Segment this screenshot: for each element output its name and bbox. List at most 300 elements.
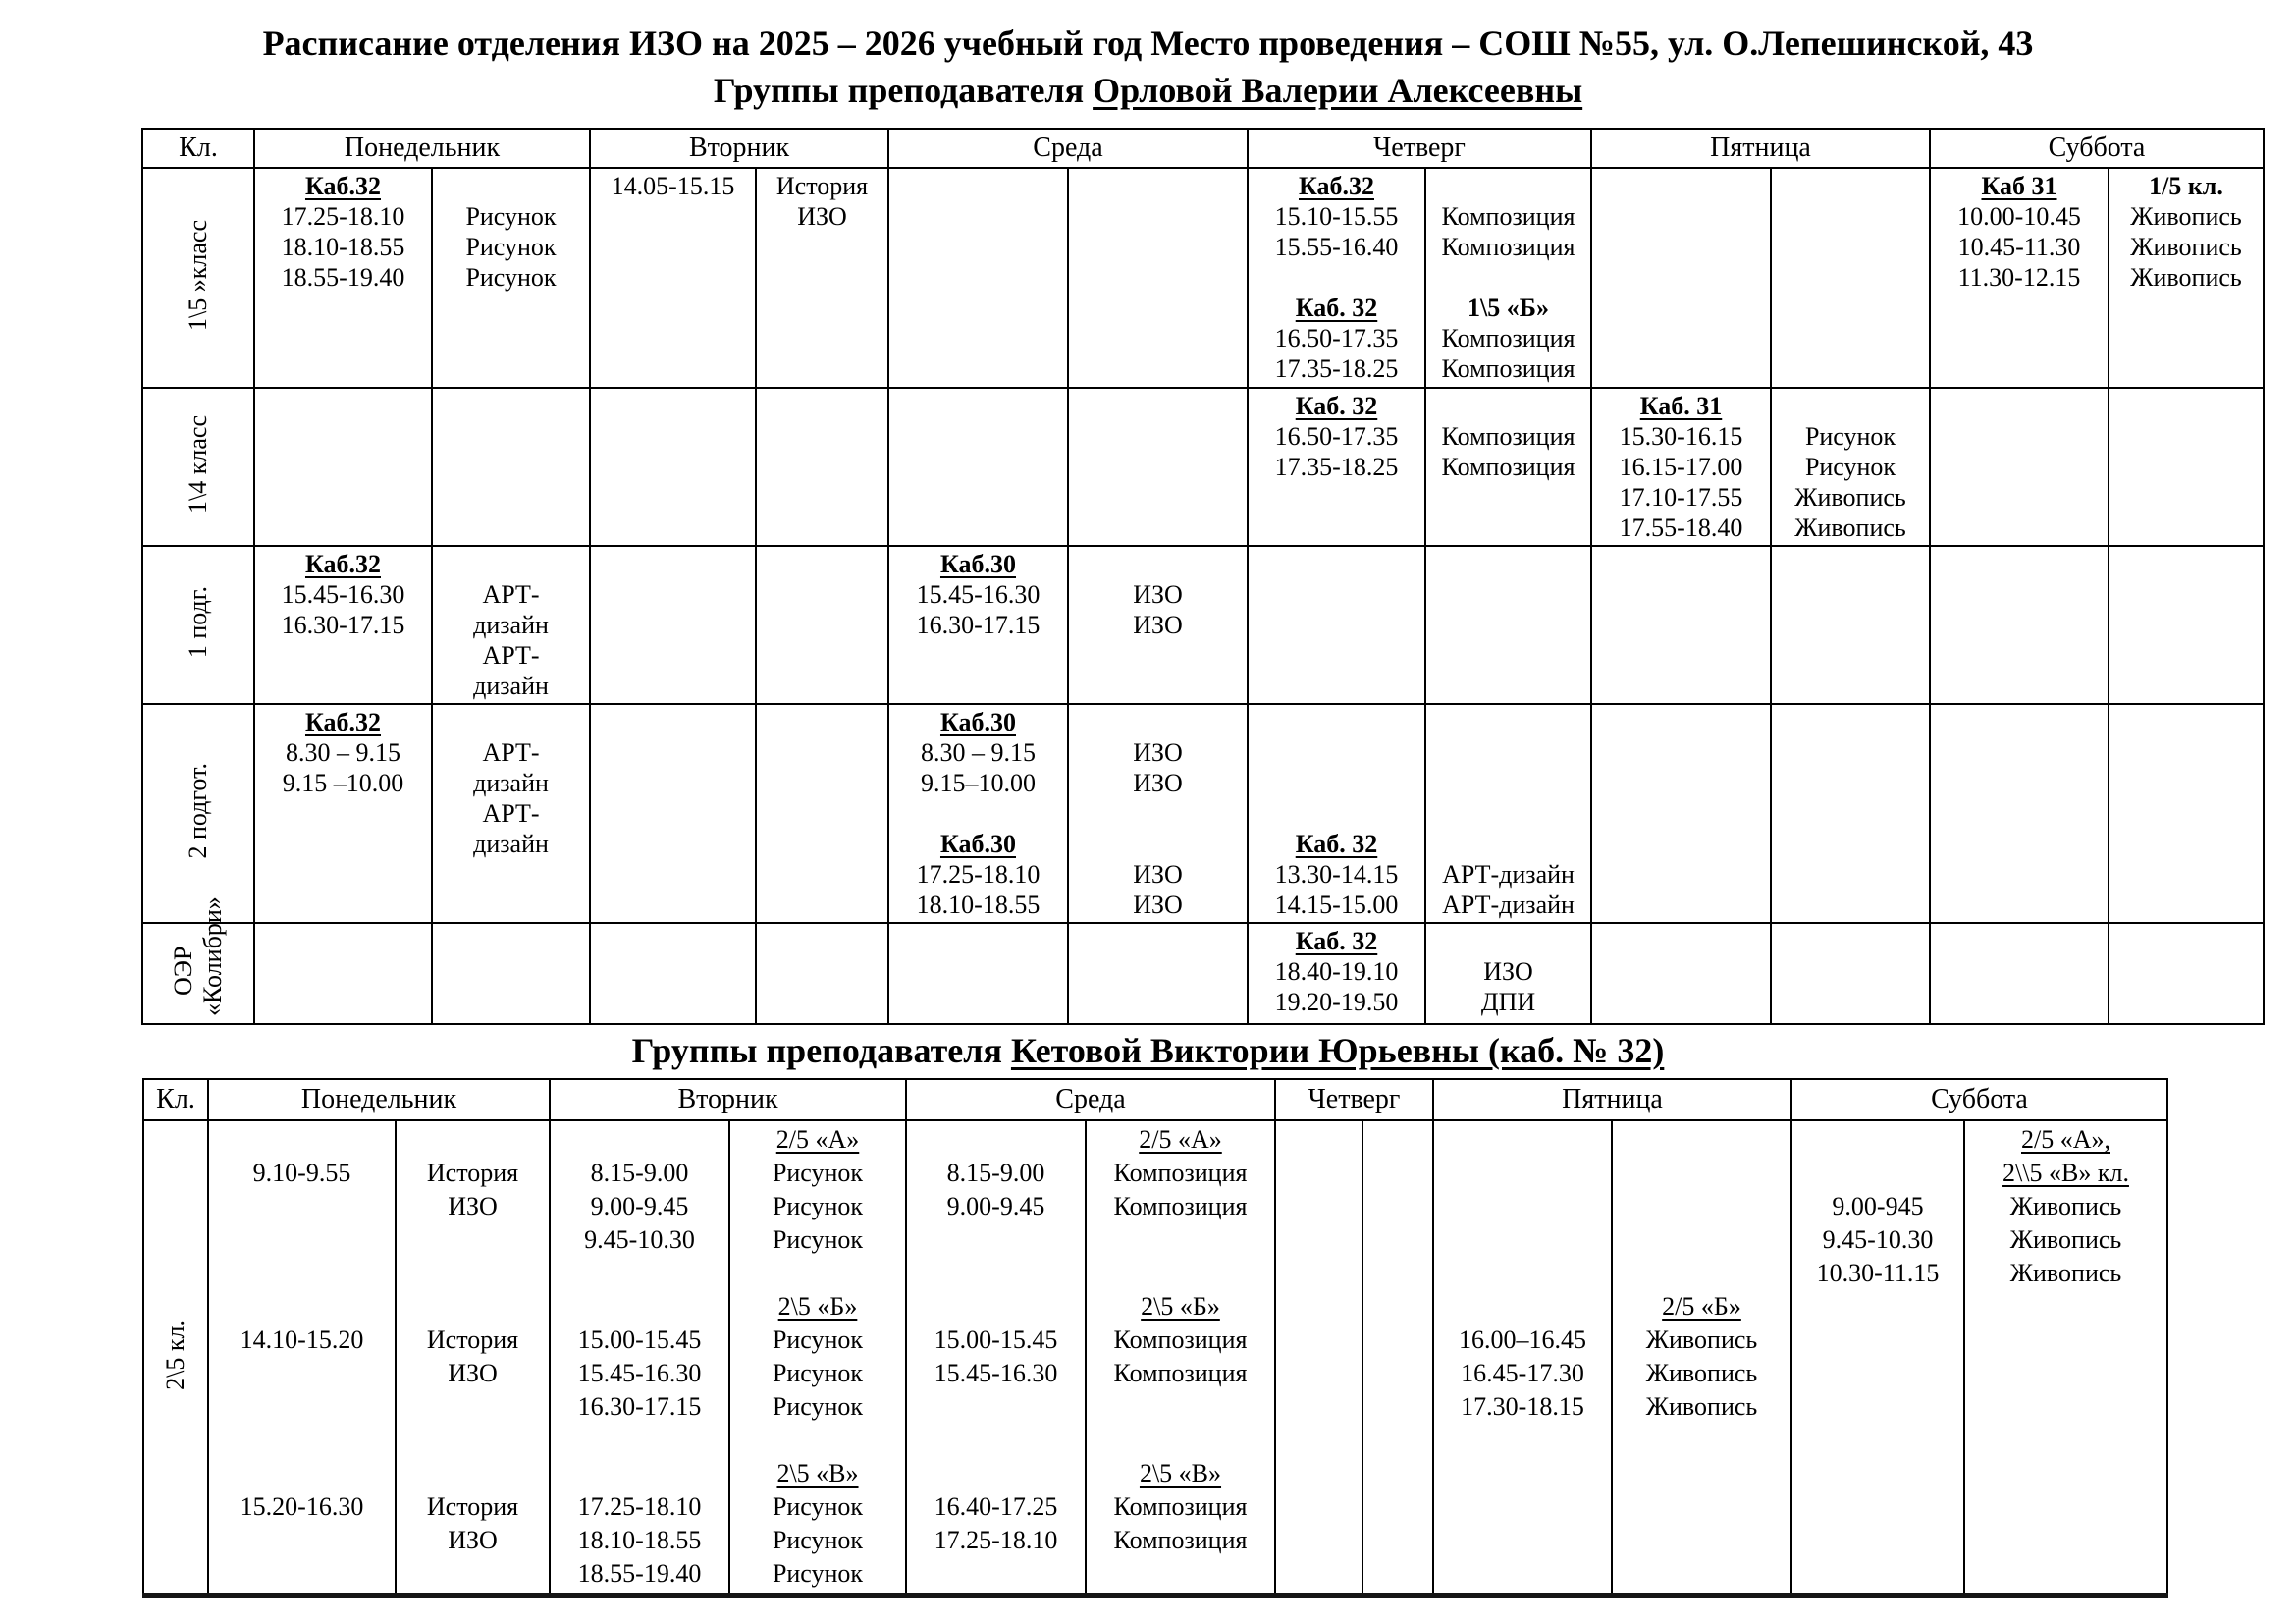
cell-line xyxy=(1436,1524,1609,1557)
cell-line: 9.45-10.30 xyxy=(1822,1225,1934,1254)
cell-line: Рисунок xyxy=(772,1492,864,1521)
cell-line: Рисунок xyxy=(465,263,557,292)
cell-line: 2/5 «Б» xyxy=(1662,1292,1741,1321)
cell-line: 8.30 – 9.15 xyxy=(921,738,1036,767)
cell-line xyxy=(1428,768,1588,798)
cell-line: 16.50-17.35 xyxy=(1274,422,1399,451)
day-header: Четверг xyxy=(1248,129,1591,168)
schedule-cell xyxy=(432,704,590,923)
cell-line: 15.00-15.45 xyxy=(934,1326,1058,1354)
schedule-cell xyxy=(1425,546,1591,704)
schedule-cell xyxy=(1771,168,1930,388)
cell-line xyxy=(553,1424,726,1457)
cell-line: Рисунок xyxy=(772,1159,864,1187)
cell-line: 10.00-10.45 xyxy=(1957,202,2081,231)
schedule-cell xyxy=(254,388,432,546)
cell-line xyxy=(1436,1257,1609,1290)
cell-line: Каб.30 xyxy=(939,830,1016,858)
cell-line: Композиция xyxy=(1113,1159,1248,1187)
cell-line: Каб. 32 xyxy=(1295,927,1378,955)
cell-line: Живопись xyxy=(2009,1259,2122,1287)
cell-line: 16.30-17.15 xyxy=(281,611,405,639)
cell-line: История xyxy=(426,1159,519,1187)
cell-line xyxy=(399,1290,547,1324)
cell-line: ДПИ xyxy=(1480,988,1536,1016)
class-label-cell xyxy=(142,896,254,1024)
cell-line: АРТ- xyxy=(482,799,540,828)
cell-line xyxy=(211,1357,393,1390)
cell-line: Рисунок xyxy=(772,1192,864,1220)
cell-line: 16.00–16.45 xyxy=(1459,1326,1586,1354)
cell-line: ИЗО xyxy=(1133,738,1183,767)
cell-line xyxy=(211,1390,393,1424)
day-header: Пятница xyxy=(1591,129,1930,168)
cell-line: ИЗО xyxy=(1483,957,1533,986)
cell-line: Рисунок xyxy=(1804,453,1896,481)
schedule-cell xyxy=(756,704,888,923)
schedule-cell xyxy=(1930,388,2109,546)
schedule-cell xyxy=(254,168,432,388)
cell-line: дизайн xyxy=(473,611,549,639)
cell-line: 16.30-17.15 xyxy=(916,611,1041,639)
cell-line xyxy=(553,1257,726,1290)
schedule-cell xyxy=(2109,546,2264,704)
cell-line xyxy=(211,1457,393,1490)
schedule-cell xyxy=(1068,168,1248,388)
cell-line: Каб. 32 xyxy=(1295,294,1378,322)
cell-line xyxy=(1967,1357,2164,1390)
cell-line xyxy=(1615,1424,1789,1457)
cell-line: Живопись xyxy=(1645,1392,1758,1421)
cell-line: АРТ-дизайн xyxy=(1442,891,1575,919)
schedule-cell xyxy=(590,923,756,1024)
class-label-cell xyxy=(142,388,254,546)
schedule-cell xyxy=(1771,388,1930,546)
cell-line xyxy=(553,1123,726,1157)
cell-line: 8.15-9.00 xyxy=(946,1159,1045,1187)
cell-line: дизайн xyxy=(473,830,549,858)
cell-line: 17.25-18.10 xyxy=(577,1492,702,1521)
cell-line xyxy=(909,1223,1083,1257)
cell-line: ИЗО xyxy=(797,202,847,231)
cell-line xyxy=(1967,1424,2164,1457)
cell-line xyxy=(909,1557,1083,1591)
cell-line: 16.30-17.15 xyxy=(577,1392,702,1421)
schedule-cell xyxy=(1068,704,1248,923)
cell-line: 9.15 –10.00 xyxy=(282,769,404,797)
cell-line: Композиция xyxy=(1441,324,1575,352)
schedule-cell xyxy=(1068,388,1248,546)
cell-line: 2/5 «А», xyxy=(2021,1125,2110,1154)
schedule-cell xyxy=(888,546,1068,704)
cell-line: Композиция xyxy=(1441,202,1575,231)
cell-line: Композиция xyxy=(1441,453,1575,481)
cell-line: 15.20-16.30 xyxy=(240,1492,364,1521)
cell-line: Композиция xyxy=(1113,1359,1248,1387)
teacher2-name: Кетовой Виктории Юрьевны (каб. № 32) xyxy=(1010,1031,1665,1070)
cell-line xyxy=(909,1257,1083,1290)
schedule-cell xyxy=(2109,388,2264,546)
cell-line: 17.25-18.10 xyxy=(916,860,1041,889)
class-label: 2 подгот. xyxy=(184,763,212,859)
cell-line xyxy=(1251,737,1422,768)
cell-line: Рисунок xyxy=(772,1225,864,1254)
schedule-cell xyxy=(254,704,432,923)
schedule-row xyxy=(142,704,2264,923)
cell-line xyxy=(1251,707,1422,737)
schedule-cell xyxy=(1591,546,1771,704)
cell-line xyxy=(1428,829,1588,859)
cell-line xyxy=(1615,1190,1789,1223)
cell-line: История xyxy=(426,1492,519,1521)
schedule-cell xyxy=(590,704,756,923)
cell-line xyxy=(1089,1557,1272,1591)
cell-line xyxy=(1428,926,1588,956)
cell-line xyxy=(1774,391,1927,421)
cell-line: Каб.32 xyxy=(1298,172,1374,200)
cell-line xyxy=(1436,1557,1609,1591)
cell-line xyxy=(1428,737,1588,768)
cell-line: 15.45-16.30 xyxy=(577,1359,702,1387)
cell-line: 16.15-17.00 xyxy=(1619,453,1743,481)
cell-line xyxy=(1436,1424,1609,1457)
schedule-cell xyxy=(1771,704,1930,923)
schedule-cell xyxy=(1791,1120,1964,1596)
schedule-cell xyxy=(590,546,756,704)
cell-line: 9.10-9.55 xyxy=(252,1159,351,1187)
cell-line xyxy=(399,1557,547,1591)
orlova-schedule-table xyxy=(141,128,2265,1025)
cell-line: ИЗО xyxy=(1133,580,1183,609)
cell-line xyxy=(1967,1524,2164,1557)
schedule-cell xyxy=(756,388,888,546)
cell-line xyxy=(211,1190,393,1223)
schedule-cell xyxy=(888,388,1068,546)
cell-line: История xyxy=(775,172,869,200)
schedule-cell xyxy=(1086,1120,1275,1596)
cell-line xyxy=(211,1557,393,1591)
cell-line: Рисунок xyxy=(465,233,557,261)
cell-line: 2\5 «Б» xyxy=(777,1292,858,1321)
schedule-cell xyxy=(1771,546,1930,704)
schedule-cell xyxy=(756,546,888,704)
cell-line: Каб. 32 xyxy=(1295,392,1378,420)
cell-line xyxy=(399,1223,547,1257)
schedule-cell xyxy=(888,923,1068,1024)
cell-line xyxy=(1251,262,1422,293)
cell-line xyxy=(1436,1290,1609,1324)
cell-line: История xyxy=(426,1326,519,1354)
cell-line xyxy=(1794,1357,1961,1390)
cell-line: 17.25-18.10 xyxy=(281,202,405,231)
cell-line: Живопись xyxy=(1794,483,1906,512)
cell-line xyxy=(1794,1123,1961,1157)
cell-line: 15.00-15.45 xyxy=(577,1326,702,1354)
cell-line: Композиция xyxy=(1113,1526,1248,1554)
day-header: Понедельник xyxy=(254,129,590,168)
cell-line: Рисунок xyxy=(1804,422,1896,451)
schedule-row xyxy=(142,168,2264,388)
class-label: 2\5 кл. xyxy=(161,1319,189,1390)
cell-line xyxy=(553,1457,726,1490)
cell-line: 18.55-19.40 xyxy=(577,1559,702,1588)
schedule-cell xyxy=(756,923,888,1024)
cell-line: 18.55-19.40 xyxy=(281,263,405,292)
schedule-cell xyxy=(1068,923,1248,1024)
day-header: Среда xyxy=(906,1079,1275,1120)
schedule-cell xyxy=(1248,388,1425,546)
cell-line xyxy=(1794,1424,1961,1457)
cell-line xyxy=(1071,549,1245,579)
schedule-cell xyxy=(1930,546,2109,704)
cell-line: 16.40-17.25 xyxy=(934,1492,1058,1521)
teacher2-title-prefix: Группы преподавателя xyxy=(631,1031,1011,1070)
cell-line xyxy=(399,1257,547,1290)
cell-line xyxy=(399,1123,547,1157)
schedule-cell xyxy=(2109,923,2264,1024)
cell-line: 1\5 «Б» xyxy=(1468,294,1549,322)
cell-line xyxy=(399,1457,547,1490)
schedule-cell xyxy=(590,388,756,546)
cell-line xyxy=(1615,1157,1789,1190)
cell-line: 2\5 «Б» xyxy=(1141,1292,1220,1321)
cell-line xyxy=(1615,1257,1789,1290)
class-column-header: Кл. xyxy=(142,129,254,168)
cell-line: 18.10-18.55 xyxy=(916,891,1041,919)
cell-line: ИЗО xyxy=(1133,611,1183,639)
schedule-cell xyxy=(1275,1120,1362,1596)
schedule-cell xyxy=(1591,704,1771,923)
cell-line xyxy=(1615,1223,1789,1257)
schedule-row xyxy=(142,546,2264,704)
cell-line xyxy=(1794,1157,1961,1190)
schedule-cell xyxy=(432,923,590,1024)
cell-line xyxy=(1089,1424,1272,1457)
schedule-cell xyxy=(1248,923,1425,1024)
cell-line: АРТ- xyxy=(482,641,540,670)
cell-line: Каб. 32 xyxy=(1295,830,1378,858)
cell-line: 16.45-17.30 xyxy=(1461,1359,1584,1387)
cell-line xyxy=(1615,1490,1789,1524)
cell-line xyxy=(1615,1557,1789,1591)
schedule-cell xyxy=(208,1120,396,1596)
cell-line: Композиция xyxy=(1113,1492,1248,1521)
cell-line: Живопись xyxy=(2130,202,2242,231)
schedule-cell xyxy=(432,388,590,546)
cell-line xyxy=(1428,707,1588,737)
day-header: Вторник xyxy=(550,1079,906,1120)
cell-line: 8.30 – 9.15 xyxy=(286,738,400,767)
cell-line xyxy=(1436,1157,1609,1190)
class-label: ОЭР «Колибри» xyxy=(169,896,227,1016)
cell-line: Каб.30 xyxy=(939,550,1016,578)
schedule-cell xyxy=(729,1120,906,1596)
cell-line: ИЗО xyxy=(1133,891,1183,919)
cell-line: ИЗО xyxy=(1133,769,1183,797)
schedule-cell xyxy=(906,1120,1086,1596)
cell-line xyxy=(1436,1457,1609,1490)
cell-line xyxy=(1251,768,1422,798)
cell-line xyxy=(891,798,1065,829)
cell-line xyxy=(909,1390,1083,1424)
cell-line: Рисунок xyxy=(772,1392,864,1421)
schedule-cell xyxy=(1425,388,1591,546)
cell-line xyxy=(1794,1490,1961,1524)
cell-line xyxy=(732,1257,903,1290)
cell-line xyxy=(1794,1457,1961,1490)
cell-line: Живопись xyxy=(2009,1192,2122,1220)
schedule-row xyxy=(143,1120,2167,1596)
cell-line: Рисунок xyxy=(772,1559,864,1588)
schedule-cell xyxy=(1591,388,1771,546)
schedule-cell xyxy=(590,168,756,388)
class-label-cell xyxy=(142,704,254,923)
cell-line: 9.00-9.45 xyxy=(590,1192,689,1220)
cell-line: 15.45-16.30 xyxy=(934,1359,1058,1387)
cell-line xyxy=(1794,1290,1961,1324)
schedule-cell xyxy=(888,168,1068,388)
cell-line xyxy=(1794,1524,1961,1557)
class-label-cell xyxy=(142,168,254,388)
cell-line: 10.45-11.30 xyxy=(1957,233,2081,261)
schedule-cell xyxy=(1964,1120,2167,1596)
cell-line: Каб. 31 xyxy=(1639,392,1723,420)
schedule-cell xyxy=(756,168,888,388)
schedule-cell xyxy=(888,704,1068,923)
cell-line: 17.55-18.40 xyxy=(1619,514,1743,542)
cell-line: 17.35-18.25 xyxy=(1274,453,1399,481)
table2-header-row xyxy=(143,1079,2167,1120)
cell-line xyxy=(1615,1524,1789,1557)
cell-line: Композиция xyxy=(1441,354,1575,383)
class-label: 1\5 »класс xyxy=(184,220,212,331)
cell-line: 17.30-18.15 xyxy=(1461,1392,1584,1421)
cell-line xyxy=(1794,1390,1961,1424)
cell-line xyxy=(909,1123,1083,1157)
schedule-cell xyxy=(1591,923,1771,1024)
cell-line: дизайн xyxy=(473,672,549,700)
cell-line: 2\\5 «В» кл. xyxy=(2002,1159,2129,1187)
day-header: Четверг xyxy=(1275,1079,1433,1120)
cell-line: 2\5 «В» xyxy=(776,1459,859,1488)
cell-line xyxy=(1967,1557,2164,1591)
cell-line: Живопись xyxy=(1794,514,1906,542)
cell-line xyxy=(1071,707,1245,737)
cell-line: Каб.30 xyxy=(939,708,1016,736)
cell-line: Каб 31 xyxy=(1981,172,2057,200)
cell-line: Каб.32 xyxy=(304,708,381,736)
cell-line: 15.45-16.30 xyxy=(916,580,1041,609)
cell-line xyxy=(211,1257,393,1290)
cell-line: Живопись xyxy=(1645,1359,1758,1387)
class-label: 1 подг. xyxy=(184,586,212,659)
schedule-cell xyxy=(1425,923,1591,1024)
cell-line: Композиция xyxy=(1113,1192,1248,1220)
schedule-cell xyxy=(2109,704,2264,923)
cell-line xyxy=(435,171,587,201)
cell-line xyxy=(1251,798,1422,829)
cell-line: АРТ-дизайн xyxy=(1442,860,1575,889)
cell-line xyxy=(1428,391,1588,421)
schedule-cell xyxy=(1248,704,1425,923)
cell-line xyxy=(211,1223,393,1257)
cell-line xyxy=(909,1424,1083,1457)
cell-line xyxy=(1967,1457,2164,1490)
cell-line: 13.30-14.15 xyxy=(1274,860,1399,889)
cell-line: Живопись xyxy=(1645,1326,1758,1354)
schedule-cell xyxy=(1612,1120,1791,1596)
schedule-cell xyxy=(1068,546,1248,704)
schedule-cell xyxy=(1425,704,1591,923)
schedule-cell xyxy=(254,923,432,1024)
cell-line: ИЗО xyxy=(448,1359,498,1387)
cell-line: дизайн xyxy=(473,769,549,797)
cell-line: 17.10-17.55 xyxy=(1619,483,1743,512)
cell-line: 1/5 кл. xyxy=(2149,172,2223,200)
cell-line: АРТ- xyxy=(482,738,540,767)
cell-line xyxy=(211,1424,393,1457)
cell-line: ИЗО xyxy=(448,1526,498,1554)
cell-line: 15.55-16.40 xyxy=(1274,233,1399,261)
day-header: Среда xyxy=(888,129,1248,168)
cell-line: Живопись xyxy=(2009,1225,2122,1254)
cell-line: Композиция xyxy=(1441,422,1575,451)
class-label-cell xyxy=(142,546,254,704)
schedule-cell xyxy=(432,546,590,704)
teacher2-title xyxy=(0,1029,2296,1072)
cell-line: 9.00-945 xyxy=(1832,1192,1924,1220)
schedule-cell xyxy=(2109,168,2264,388)
schedule-cell xyxy=(1433,1120,1612,1596)
cell-line xyxy=(909,1457,1083,1490)
teacher1-title-prefix: Группы преподавателя xyxy=(713,71,1094,110)
cell-line xyxy=(1089,1390,1272,1424)
day-header: Пятница xyxy=(1433,1079,1791,1120)
cell-line xyxy=(435,707,587,737)
cell-line xyxy=(1967,1390,2164,1424)
cell-line: ИЗО xyxy=(1133,860,1183,889)
class-label-cell xyxy=(143,1120,208,1596)
cell-line: Живопись xyxy=(2130,233,2242,261)
cell-line xyxy=(1436,1223,1609,1257)
schedule-cell xyxy=(1248,546,1425,704)
cell-line xyxy=(1428,262,1588,293)
cell-line xyxy=(1071,829,1245,859)
document-title: Расписание отделения ИЗО на 2025 – 2026 учебный год Место проведения – СОШ №55, ул. О.Лепешинской, 43 xyxy=(262,24,2034,63)
cell-line xyxy=(553,1290,726,1324)
cell-line xyxy=(211,1123,393,1157)
schedule-cell xyxy=(1930,168,2109,388)
schedule-cell xyxy=(1930,704,2109,923)
cell-line: 17.35-18.25 xyxy=(1274,354,1399,383)
cell-line: Рисунок xyxy=(465,202,557,231)
cell-line xyxy=(1436,1123,1609,1157)
cell-line: 8.15-9.00 xyxy=(590,1159,689,1187)
ketova-schedule-table xyxy=(142,1078,2168,1598)
cell-line: 18.10-18.55 xyxy=(281,233,405,261)
class-label: 1\4 класс xyxy=(184,415,212,514)
schedule-cell xyxy=(254,546,432,704)
cell-line: 10.30-11.15 xyxy=(1816,1259,1940,1287)
teacher1-title xyxy=(0,69,2296,112)
schedule-cell xyxy=(432,168,590,388)
cell-line xyxy=(1967,1490,2164,1524)
teacher1-name: Орловой Валерии Алексеевны xyxy=(1093,71,1583,110)
cell-line: Рисунок xyxy=(772,1526,864,1554)
cell-line: 15.30-16.15 xyxy=(1619,422,1743,451)
cell-line: 11.30-12.15 xyxy=(1957,263,2081,292)
cell-line xyxy=(399,1424,547,1457)
